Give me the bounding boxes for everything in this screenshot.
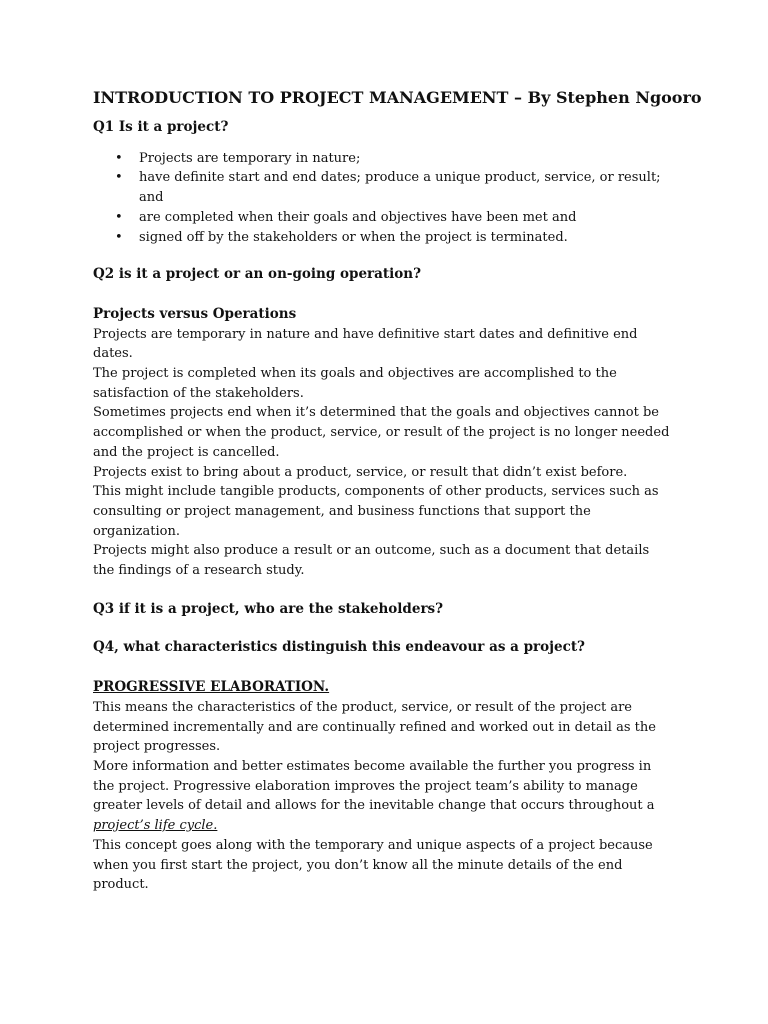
q4-heading: Q4, what characteristics distinguish this endeavour as a project? bbox=[93, 639, 585, 656]
q2-paragraph: Projects are temporary in nature and have definitive start dates and definitive end dates. bbox=[93, 326, 638, 362]
document-title: INTRODUCTION TO PROJECT MANAGEMENT – By Stephen Ngooro bbox=[93, 88, 702, 107]
q2-paragraph: Projects exist to bring about a product, service, or result that didn’t exist before. bbox=[93, 464, 628, 480]
q2-paragraph: The project is completed when its goals and objectives are accomplished to the satisfaction of the stakeholders. bbox=[93, 366, 617, 401]
q4-paragraph-2 bbox=[93, 757, 673, 836]
q1-bullet: • signed off by the stakeholders or when the project is terminated. bbox=[93, 228, 673, 248]
q1-heading: Q1 Is it a project? bbox=[93, 119, 229, 135]
q3-heading: Q3 if it is a project, who are the stakeholders? bbox=[93, 600, 444, 617]
q1-bullet: • have definite start and end dates; produce a unique product, service, or result; and bbox=[93, 168, 673, 207]
q4-subheading: PROGRESSIVE ELABORATION. bbox=[93, 679, 330, 696]
q1-bullet: • are completed when their goals and objectives have been met and bbox=[93, 208, 673, 228]
q2-heading: Q2 is it a project or an on-going operation? bbox=[93, 266, 421, 283]
document-body bbox=[93, 86, 702, 895]
q1-bullet: • Projects are temporary in nature; bbox=[93, 149, 673, 169]
q2-paragraph: This might include tangible products, components of other products, services such as consulting or project management, and business functions that support the organization. bbox=[93, 484, 659, 539]
q4-paragraph-2-text: More information and better estimates become available the further you progress in the project. Progressive elaboration improves the project team’s ability to manage greater levels of detail and allows for the inevitable change that occurs throughout a bbox=[93, 758, 655, 814]
q4-paragraph-3: This concept goes along with the temporary and unique aspects of a project because when you first start the project, you don’t know all the minute details of the end product. bbox=[93, 837, 653, 893]
q2-paragraph: Projects might also produce a result or an outcome, such as a document that details the findings of a research study. bbox=[93, 543, 650, 579]
q2-subheading: Projects versus Operations bbox=[93, 305, 297, 322]
q2-paragraph: Sometimes projects end when it’s determined that the goals and objectives cannot be accomplished or when the product, service, or result of the project is no longer needed and the project is cancelled. bbox=[93, 405, 670, 460]
q1-bullet-list bbox=[93, 149, 673, 248]
project-life-cycle-link[interactable]: project’s life cycle. bbox=[93, 818, 218, 834]
q4-paragraph-1: This means the characteristics of the product, service, or result of the project are determined incrementally and are continually refined and worked out in detail as the project progresses. bbox=[93, 699, 656, 755]
